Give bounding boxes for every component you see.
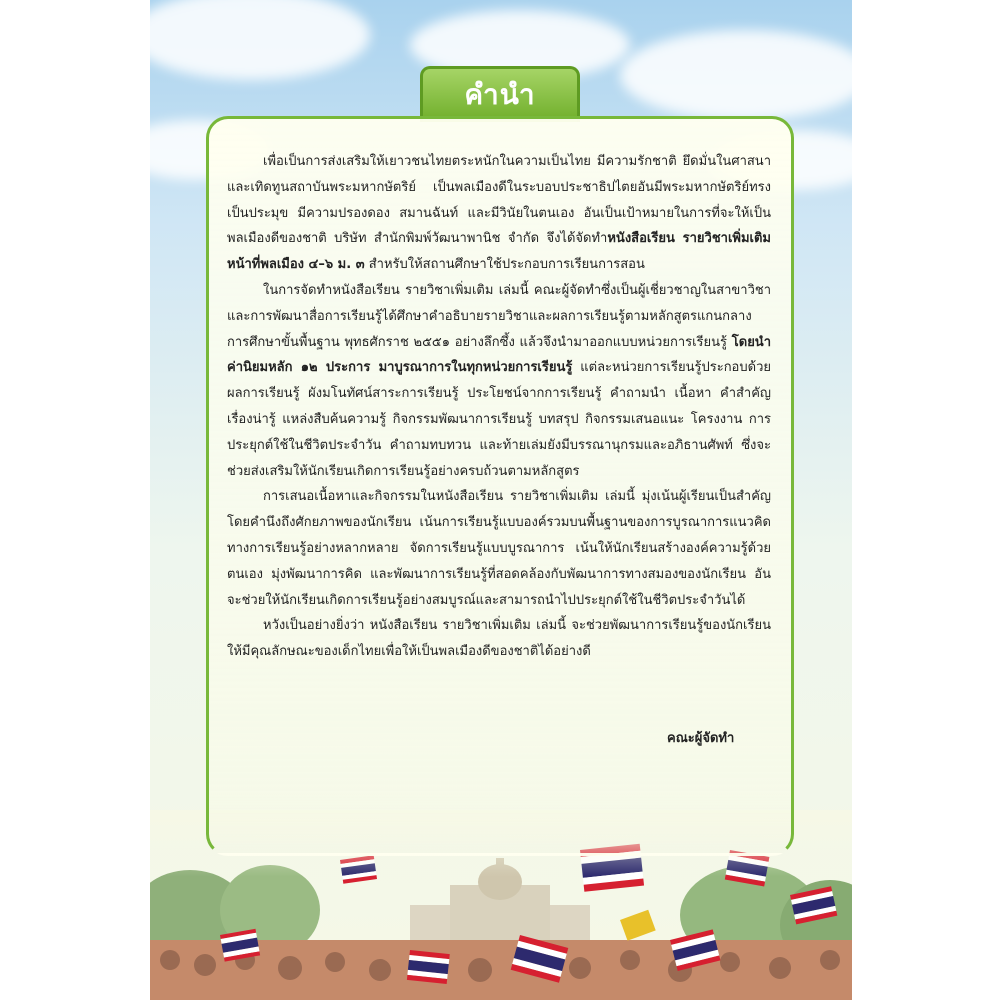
text-run: หวังเป็นอย่างยิ่งว่า หนังสือเรียน รายวิชาเพิ่มเติม เล่มนี้ จะช่วยพัฒนาการเรียนรู้ของนักเรียนให้มีคุณลักษณะของเด็กไทยเพื่อให้เป็นพลเมืองดีของชาติได้อย่างดี [227, 618, 771, 660]
preface-body [227, 149, 771, 665]
cloud [620, 30, 852, 120]
text-run: ในการจัดทำหนังสือเรียน รายวิชาเพิ่มเติม เล่มนี้ คณะผู้จัดทำซึ่งเป็นผู้เชี่ยวชาญในสาขาวิชาและการพัฒนาสื่อการเรียนรู้ได้ศึกษาคำอธิบายรายวิชาและผลการเรียนรู้ตามหลักสูตรแกนกลางการศึกษาขั้นพื้นฐาน พุทธศักราช ๒๕๕๑ อย่างลึกซึ้ง แล้วจึงนำมาออกแบบหน่วยการเรียนรู้ [227, 282, 771, 350]
text-run: แต่ละหน่วยการเรียนรู้ประกอบด้วยผลการเรียนรู้ ผังมโนทัศน์สาระการเรียนรู้ ประโยชน์จากการเรียนรู้ คำถามนำ เนื้อหา คำสำคัญ เรื่องน่ารู้ แหล่งสืบค้นความรู้ กิจกรรมพัฒนาการเรียนรู้ บทสรุป กิจกรรมเสนอแนะ โครงงาน การประยุกต์ใช้ในชีวิตประจำวัน คำถามทบทวน และท้ายเล่มยังมีบรรณานุกรมและอภิธานศัพท์ ซึ่งจะช่วยส่งเสริมให้นักเรียนเกิดการเรียนรู้อย่างครบถ้วนตามหลักสูตร [227, 360, 771, 479]
page-title: คำนำ [464, 78, 536, 111]
content-panel [206, 116, 794, 856]
text-run: เพื่อเป็นการส่งเสริมให้เยาวชนไทยตระหนักในความเป็นไทย มีความรักชาติ ยึดมั่นในศาสนา และเทิดทูนสถาบันพระมหากษัตริย์ เป็นพลเมืองดีในระบอบประชาธิปไตยอันมีพระมหากษัตริย์ทรงเป็นประมุข มีความปรองดอง สมานฉันท์ และมีวินัยในตนเอง อันเป็นเป้าหมายในการที่จะให้เป็นพลเมืองดีของชาติ บริษัท สำนักพิมพ์วัฒนาพานิช จำกัด จึงได้จัดทำ [227, 154, 771, 247]
cloud [150, 0, 370, 80]
text-run: สำหรับให้สถานศึกษาใช้ประกอบการเรียนการสอน [364, 257, 645, 273]
document-page [150, 0, 852, 1000]
bold-text-run: โดยนำค่านิยมหลัก ๑๒ ประการ มาบูรณาการในทุกหน่วยการเรียนรู้ [227, 334, 771, 376]
signature: คณะผู้จัดทำ [667, 731, 735, 746]
preface-paragraph [227, 278, 771, 484]
preface-paragraph [227, 484, 771, 613]
title-tab [420, 66, 580, 122]
preface-paragraph [227, 149, 771, 278]
bold-text-run: หนังสือเรียน รายวิชาเพิ่มเติม หน้าที่พลเมือง ๔–๖ ม. ๓ [227, 231, 771, 273]
text-run: การเสนอเนื้อหาและกิจกรรมในหนังสือเรียน รายวิชาเพิ่มเติม เล่มนี้ มุ่งเน้นผู้เรียนเป็นสำคัญ โดยคำนึงถึงศักยภาพของนักเรียน เน้นการเรียนรู้แบบองค์รวมบนพื้นฐานของการบูรณาการแนวคิดทางการเรียนรู้อย่างหลากหลาย จัดการเรียนรู้แบบบูรณาการ เน้นให้นักเรียนสร้างองค์ความรู้ด้วยตนเอง มุ่งพัฒนาการคิด และพัฒนาการเรียนรู้ที่สอดคล้องกับพัฒนาการทางสมองของนักเรียน อันจะช่วยให้นักเรียนเกิดการเรียนรู้อย่างสมบูรณ์และสามารถนำไปประยุกต์ใช้ในชีวิตประจำวันได้ [227, 489, 771, 608]
preface-paragraph [227, 613, 771, 665]
